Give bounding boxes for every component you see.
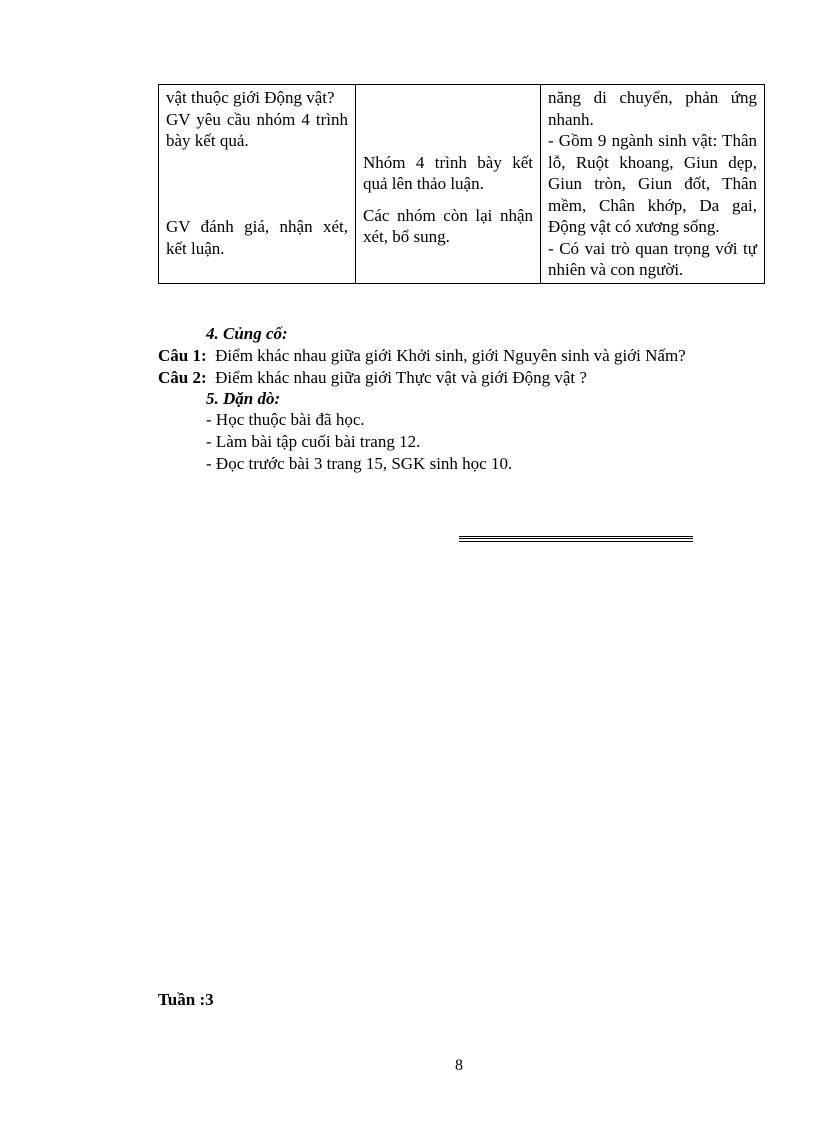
student-present-text: Nhóm 4 trình bày kết quả lên thảo luận. — [363, 152, 533, 193]
page-number: 8 — [455, 1057, 463, 1074]
teacher-activity-cell — [159, 85, 356, 284]
student-activity-cell — [356, 85, 541, 284]
homework-item: - Làm bài tập cuối bài trang 12. — [206, 432, 421, 451]
content-role-text: - Có vai trò quan trọng với tự nhiên và con người. — [548, 238, 757, 279]
question-label: Câu 2: — [158, 368, 207, 387]
table-row — [159, 85, 765, 284]
question-text: Điểm khác nhau giữa giới Khởi sinh, giới Nguyên sinh và giới Nấm? — [215, 346, 686, 365]
homework-item: - Đọc trước bài 3 trang 15, SGK sinh học 10. — [206, 454, 513, 473]
content-phyla-text: - Gồm 9 ngành sinh vật: Thân lỗ, Ruột khoang, Giun dẹp, Giun tròn, Giun đốt, Thân mềm, Chân khớp, Da gai, Động vật có xương sống. — [548, 131, 757, 236]
question-2 — [158, 367, 587, 388]
homework-heading: 5. Dặn dò: — [206, 389, 281, 408]
content-movement-text: năng di chuyển, phản ứng nhanh. — [548, 88, 757, 129]
section-divider — [459, 536, 693, 542]
teacher-conclusion-text: GV đánh giá, nhận xét, kết luận. — [166, 217, 348, 258]
question-1 — [158, 345, 686, 366]
teacher-question-text: vật thuộc giới Động vật? — [166, 88, 335, 107]
content-cell — [541, 85, 765, 284]
student-feedback-text: Các nhóm còn lại nhận xét, bổ sung. — [363, 205, 533, 246]
teacher-request-text: GV yêu cầu nhóm 4 trình bày kết quả. — [166, 109, 348, 150]
consolidation-heading: 4. Củng cố: — [206, 324, 288, 343]
week-label: Tuần :3 — [158, 990, 214, 1009]
lesson-table — [158, 84, 765, 284]
question-label: Câu 1: — [158, 346, 207, 365]
homework-item: - Học thuộc bài đã học. — [206, 410, 365, 429]
question-text: Điểm khác nhau giữa giới Thực vật và giới Động vật ? — [215, 368, 587, 387]
